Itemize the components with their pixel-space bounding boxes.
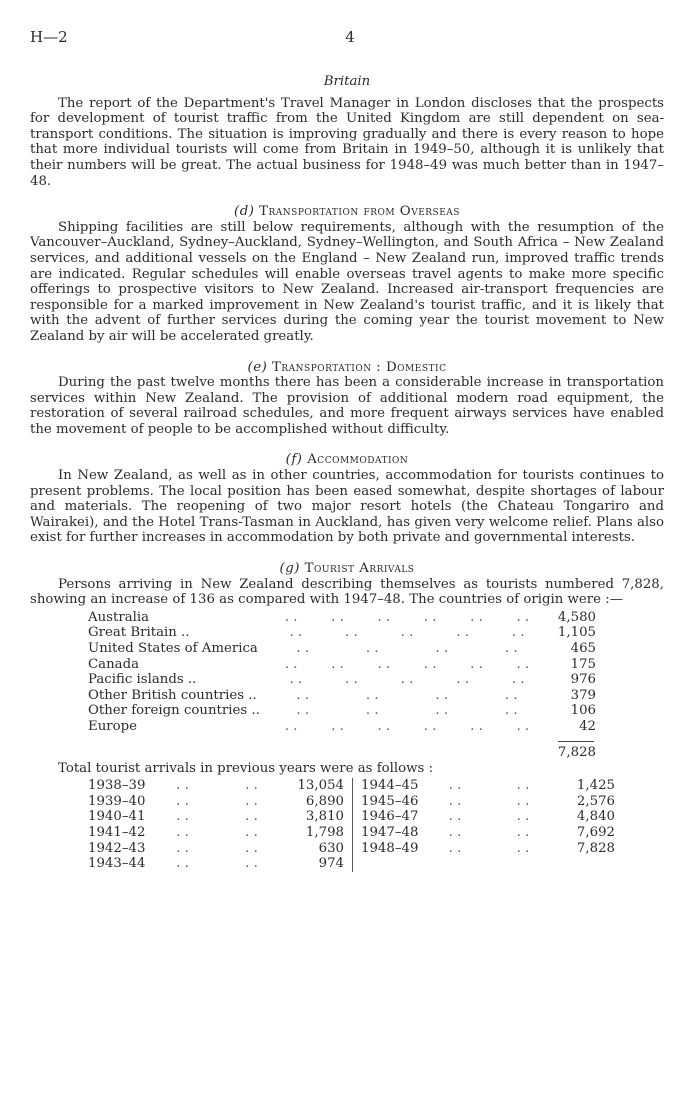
table-row	[88, 641, 596, 657]
table-row	[88, 657, 596, 673]
year-value: 974	[318, 856, 344, 872]
table-row	[361, 841, 615, 857]
year-label: 1944–45	[361, 778, 419, 794]
table-row	[88, 719, 596, 735]
year-value: 3,810	[305, 809, 344, 825]
table-row	[88, 856, 344, 872]
country-name: Other British countries ..	[88, 687, 257, 703]
section-title: Transportation : Domestic	[272, 359, 447, 375]
leader-dots: . . . . . . . . . .	[289, 672, 525, 688]
table-row	[361, 794, 615, 810]
table-row	[88, 794, 344, 810]
table-row	[88, 610, 596, 626]
section-paragraph-e: During the past twelve months there has been a considerable increase in transportation services within New Zealand. The provision of additional modern road equipment, the restoration of several railroad schedules, and more frequent airways services have enabled the movement of people to be accomplished without difficulty.	[30, 375, 664, 437]
country-name: Europe	[88, 718, 138, 734]
country-name: Pacific islands ..	[88, 672, 197, 688]
country-value: 175	[570, 656, 596, 672]
table-row	[361, 809, 615, 825]
country-value: 106	[570, 703, 596, 719]
country-value: 976	[570, 672, 596, 688]
country-name: Other foreign countries ..	[88, 703, 260, 719]
leader-dots: . . . .	[176, 824, 258, 840]
table-row	[88, 672, 596, 688]
leader-dots: . . . . . . . . . . . .	[284, 656, 530, 672]
section-paragraph-f: In New Zealand, as well as in other countries, accommodation for tourists continues to present problems. The local position has been eased somewhat, despite shortages of labour and materials. The reopening of two major resort hotels (the Chateau Tongariro and Wairakei), and the Hotel Trans-Tasman in Auckland, has given very welcome relief. Plans also exist for further increases in accommodation by both private and governmental interests.	[30, 468, 664, 546]
year-label: 1948–49	[361, 840, 419, 856]
country-name: Australia	[88, 609, 150, 625]
previous-years-right-column	[353, 778, 615, 872]
previous-years-table	[88, 778, 664, 872]
leader-dots: . . . . . . . .	[296, 641, 518, 656]
countries-total-row	[88, 735, 596, 761]
leader-dots: . . . . . . . .	[296, 687, 518, 703]
page-header	[30, 30, 670, 50]
year-value: 4,840	[576, 809, 615, 825]
leader-dots: . . . .	[448, 793, 530, 809]
year-value: 630	[318, 840, 344, 856]
section-heading-d	[30, 204, 664, 220]
britain-subheading: Britain	[323, 74, 371, 89]
previous-years-intro: Total tourist arrivals in previous years were as follows :	[58, 760, 434, 776]
leader-dots: . . . .	[176, 840, 258, 856]
leader-dots: . . . .	[448, 778, 530, 794]
leader-dots: . . . . . . . . . . . .	[284, 609, 530, 625]
year-value: 1,425	[576, 778, 615, 794]
leader-dots: . . . .	[448, 840, 530, 856]
table-row	[88, 703, 596, 719]
leader-dots: . . . . . . . . . . . .	[284, 718, 530, 734]
section-marker: (f)	[285, 452, 303, 468]
section-marker: (d)	[234, 204, 255, 220]
table-row	[88, 625, 596, 641]
country-name: Canada	[88, 656, 140, 672]
section-paragraph-d: Shipping facilities are still below requirements, although with the resumption of the Vancouver–Auckland, Sydney–Auckland, Sydney–Wellington, and South Africa – New Zealand services, and additional vessels on the England – New Zealand run, improved traffic trends are indicated. Regular schedules will enable overseas travel agents to make more specific offerings to prospective visitors to New Zealand. Increased air-transport frequencies are responsible for a marked improvement in New Zealand's tourist traffic, and it is likely that with the advent of further services during the coming year the tourist movement to New Zealand by air will be accelerated greatly.	[30, 219, 664, 344]
leader-dots: . . . . . . . . . .	[289, 625, 525, 641]
year-label: 1941–42	[88, 824, 146, 840]
country-value: 465	[570, 641, 596, 656]
year-label: 1945–46	[361, 793, 419, 809]
country-value: 1,105	[557, 625, 596, 641]
britain-paragraph: The report of the Department's Travel Manager in London discloses that the prospects for development of tourist traffic from the United Kingdom are still dependent on sea-transport conditions. The situation is improving gradually and there is every reason to hope that more individual tourists will come from Britain in 1949–50, although it is unlikely that their numbers will be great. The actual business for 1948–49 was much better than in 1947–48.	[30, 95, 664, 189]
table-row	[88, 778, 344, 794]
year-value: 7,828	[576, 840, 615, 856]
country-name: United States of America	[88, 641, 258, 656]
section-title: Transportation from Overseas	[259, 204, 460, 220]
table-row	[88, 688, 596, 704]
page-number: 4	[345, 28, 355, 46]
year-value: 13,054	[297, 778, 344, 794]
country-name: Great Britain ..	[88, 625, 190, 641]
leader-dots: . . . .	[176, 793, 258, 809]
year-value: 1,798	[305, 824, 344, 840]
country-value: 379	[570, 687, 596, 703]
leader-dots: . . . . . . . .	[296, 703, 518, 719]
year-label: 1946–47	[361, 809, 419, 825]
section-paragraph-g: Persons arriving in New Zealand describing themselves as tourists numbered 7,828, showing an increase of 136 as compared with 1947–48. The countries of origin were :—	[30, 576, 664, 608]
section-heading-f	[30, 452, 664, 468]
year-label: 1942–43	[88, 840, 146, 856]
previous-years-left-column	[88, 778, 353, 872]
countries-total: 7,828	[557, 744, 596, 760]
leader-dots: . . . .	[176, 856, 258, 872]
year-value: 2,576	[576, 793, 615, 809]
year-label: 1947–48	[361, 824, 419, 840]
total-rule	[558, 741, 594, 742]
year-label: 1943–44	[88, 856, 146, 872]
section-marker: (g)	[279, 561, 300, 577]
year-value: 6,890	[305, 793, 344, 809]
table-row	[361, 825, 615, 841]
document-code: H—2	[30, 28, 68, 46]
country-value: 4,580	[557, 609, 596, 625]
leader-dots: . . . .	[448, 809, 530, 825]
section-heading-g	[30, 561, 664, 577]
section-title: Accommodation	[307, 452, 409, 468]
table-row	[88, 825, 344, 841]
page-content	[30, 74, 664, 872]
section-heading-e	[30, 360, 664, 376]
leader-dots: . . . .	[448, 824, 530, 840]
table-row	[88, 841, 344, 857]
table-row	[88, 809, 344, 825]
year-label: 1939–40	[88, 793, 146, 809]
year-label: 1938–39	[88, 778, 146, 794]
section-title: Tourist Arrivals	[304, 561, 415, 577]
year-value: 7,692	[576, 824, 615, 840]
table-row	[361, 778, 615, 794]
country-value: 42	[579, 718, 596, 734]
leader-dots: . . . .	[176, 778, 258, 794]
leader-dots: . . . .	[176, 809, 258, 825]
countries-of-origin-table	[88, 610, 596, 735]
year-label: 1940–41	[88, 809, 146, 825]
section-marker: (e)	[247, 359, 268, 375]
